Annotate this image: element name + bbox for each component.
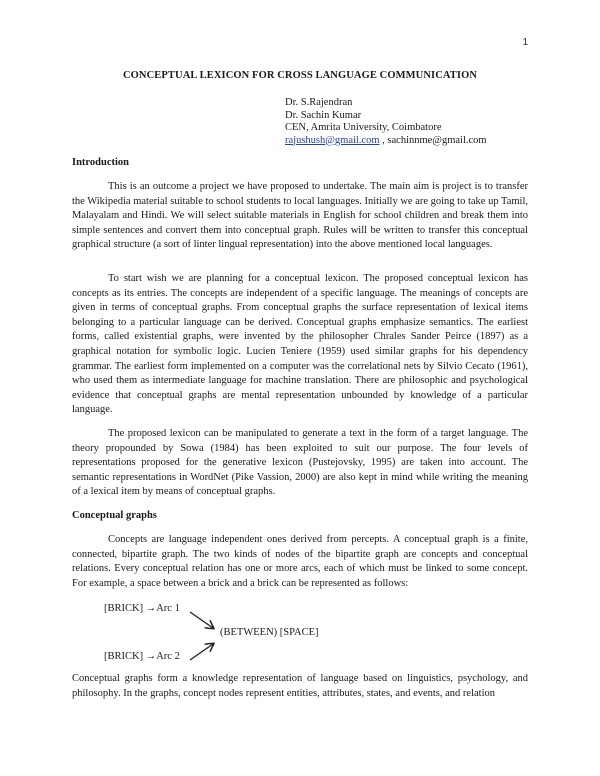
- conceptual-graphs-paragraph-2: Conceptual graphs form a knowledge representation of language based on linguistics, psychology, and philosophy. In the graphs, concept nodes represent entities, attributes, states, and events, and relation: [72, 673, 528, 699]
- author-name-1: Dr. S.Rajendran: [285, 97, 353, 108]
- intro-paragraph-3: The proposed lexicon can be manipulated to generate a text in the form of a target language. The theory propounded by Sowa (1984) has been exploited to suit our purpose. The four levels of representations proposed for the generative lexicon (Pustejovsky, 1995) are taken into account. The semantic representations in WordNet (Pike Vassion, 2000) are also kept in mind while writing the meaning of a lexical item by means of conceptual graphs.: [72, 428, 528, 498]
- intro-paragraph-2: To start wish we are planning for a conceptual lexicon. The proposed conceptual lexicon has concepts as its entries. The concepts are independent of a specific language. The meanings of concepts are given in terms of conceptual graphs. From conceptual graphs the surface representation of lexical items belonging to a particular language can be derived. Conceptual graphs emphasize semantics. The earliest forms, called existential graphs, were invented by the philosopher Chrales Sander Peirce (1897) as a graphical notation for symbolic logic. Lucien Teniere (1959) used similar graphs for his dependency grammar. The earliest form implemented on a computer was the correlational nets by Silvio Cecato (1961), who used them as intermediate language for machine translation. There are philosophic and psychological evidence that conceptual graphs are mental representation unbounded by knowledge of a particular language.: [72, 273, 528, 416]
- affiliation: CEN, Amrita University, Coimbatore: [285, 122, 442, 133]
- paper-title: CONCEPTUAL LEXICON FOR CROSS LANGUAGE COMMUNICATION: [122, 70, 478, 81]
- page-number: 1: [522, 37, 528, 48]
- email-2: sachinnme@gmail.com: [387, 134, 487, 146]
- author-block: [285, 97, 487, 147]
- email-separator: ,: [379, 134, 388, 146]
- diagram-arc-2-label: [BRICK] →Arc 2: [104, 651, 180, 662]
- author-name-2: Dr. Sachin Kumar: [285, 109, 362, 121]
- conceptual-graphs-paragraph-1: Concepts are language independent ones derived from percepts. A conceptual graph is a finite, connected, bipartite graph. The two kinds of nodes of the bipartite graph are concepts and conceptual relations. Every conceptual relation has one or more arcs, each of which must be linked to some concept. For example, a space between a brick and a brick can be represented as follows:: [72, 534, 528, 589]
- email-link[interactable]: rajushush@gmail.com: [285, 134, 380, 146]
- diagram-arrow-up: [190, 644, 213, 660]
- diagram-arc-1-label: [BRICK] →Arc 1: [104, 603, 180, 614]
- intro-paragraph-1: This is an outcome a project we have proposed to undertake. The main aim is project is to transfer the Wikipedia material suitable to school students to local languages. Initially we are going to take up Tamil, Malayalam and Hindi. We will select suitable materials in English for school children and break them into simple sentences and convert them into conceptual graph. Rules will be written to transfer this conceptual graphical structure (a sort of linter lingual representation) into the above mentioned local languages.: [72, 181, 528, 251]
- diagram-arrow-down: [190, 612, 213, 628]
- conceptual-graphs-heading: Conceptual graphs: [72, 510, 157, 521]
- email-line: [285, 135, 487, 148]
- introduction-heading: Introduction: [72, 157, 129, 168]
- diagram-relation-label: (BETWEEN) [SPACE]: [220, 627, 319, 638]
